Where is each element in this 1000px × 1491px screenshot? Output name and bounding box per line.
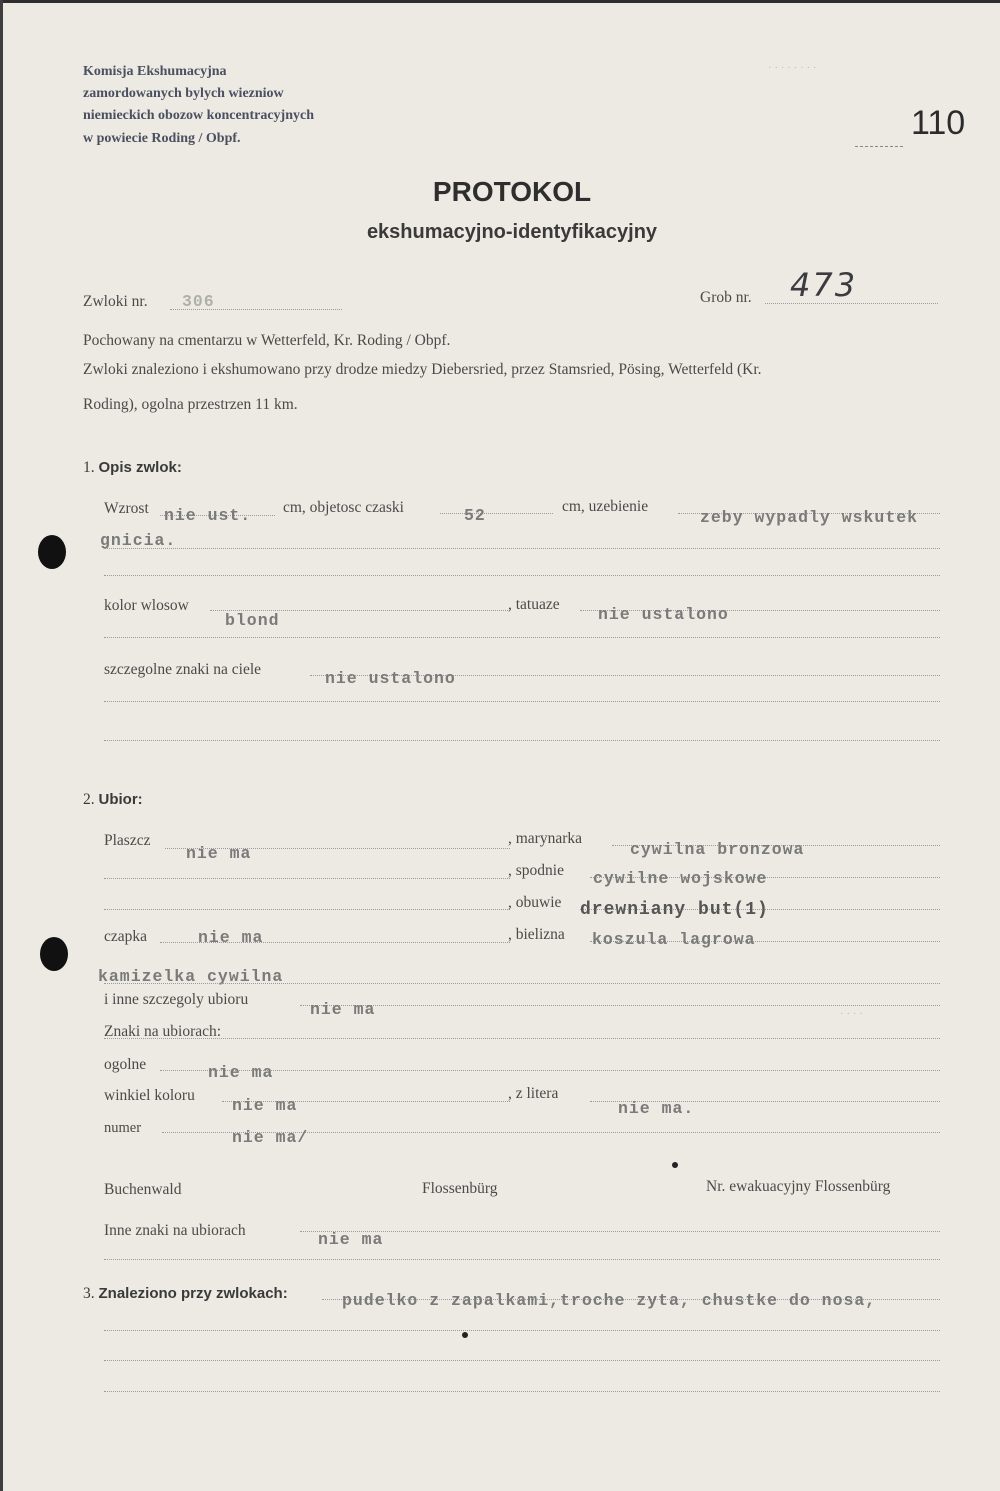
obuwie-label: , obuwie	[508, 894, 562, 911]
czapka-value: nie ma	[198, 928, 264, 947]
bleed-through-mark: · · · ·	[840, 1008, 863, 1020]
section-2-heading	[83, 791, 143, 809]
ogolne-value: nie ma	[208, 1063, 274, 1082]
czapka-label: czapka	[104, 928, 148, 945]
z-litera-label: , z litera	[508, 1085, 559, 1102]
nr-ewakuacyjny-label: Nr. ewakuacyjny Flossenbürg	[706, 1178, 891, 1195]
wzrost-label: Wzrost	[104, 500, 149, 517]
grob-label: Grob nr.	[700, 289, 752, 306]
inne-znaki-value: nie ma	[318, 1230, 384, 1249]
intro-line-1: Pochowany na cmentarzu w Wetterfeld, Kr. Roding / Obpf.	[83, 332, 451, 349]
czaszka-dotted-line	[440, 513, 553, 514]
blank-line	[104, 1360, 940, 1361]
numer-label: numer	[104, 1120, 142, 1136]
uzebienie-value-1: zeby wypadly wskutek	[700, 508, 919, 527]
blank-line	[104, 983, 940, 984]
bielizna-value: koszula lagrowa	[592, 930, 756, 949]
scan-edge-top	[0, 0, 1000, 3]
tatuaze-label: , tatuaze	[508, 596, 560, 613]
blank-line	[104, 1259, 940, 1260]
spodnie-value: cywilne wojskowe	[593, 869, 768, 888]
inne-szczegoly-value: nie ma	[310, 1000, 376, 1019]
intro-line-3: Roding), ogolna przestrzen 11 km.	[83, 396, 298, 413]
marynarka-label: , marynarka	[508, 830, 583, 847]
punch-hole	[38, 535, 66, 569]
page-title: PROTOKOL	[432, 176, 592, 207]
kolor-wlosow-label: kolor wlosow	[104, 597, 189, 614]
section-3-value: pudelko z zapalkami,troche zyta, chustke do nosa,	[342, 1291, 877, 1310]
blank-line	[104, 637, 940, 638]
section-1-heading	[83, 459, 182, 477]
z-litera-value: nie ma.	[618, 1099, 695, 1118]
inne-znaki-dotted-line	[300, 1231, 940, 1232]
section-3-title: Znaleziono przy zwlokach:	[98, 1285, 288, 1302]
czaszka-label: cm, objetosc czaski	[283, 499, 404, 516]
znaki-na-ciele-label: szczegolne znaki na ciele	[104, 661, 262, 678]
plaszcz-value: nie ma	[186, 844, 252, 863]
blank-line	[104, 1391, 940, 1392]
section-3-number: 3.	[83, 1285, 95, 1302]
page-number-underline	[855, 146, 903, 147]
section-1-title: Opis zwlok:	[98, 459, 182, 476]
ink-dot	[462, 1332, 468, 1338]
bielizna-label: , bielizna	[508, 926, 565, 943]
blank-line	[104, 548, 940, 549]
blank-line	[104, 1038, 940, 1039]
flossenburg-label: Flossenbürg	[422, 1180, 498, 1197]
inne-znaki-label: Inne znaki na ubiorach	[104, 1222, 246, 1239]
zwloki-value: 306	[182, 292, 215, 311]
inne-szczegoly-label: i inne szczegoly ubioru	[104, 991, 249, 1008]
section-1-number: 1.	[83, 459, 95, 476]
ink-dot	[672, 1162, 678, 1168]
kolor-wlosow-value: blond	[225, 611, 280, 630]
obuwie-value: drewniany but(1)	[580, 900, 769, 920]
punch-hole	[40, 937, 68, 971]
kamizelka-value: kamizelka cywilna	[98, 967, 284, 986]
uzebienie-label: cm, uzebienie	[562, 498, 649, 515]
numer-value: nie ma/	[232, 1128, 309, 1147]
org-line-2: zamordowanych bylych wiezniow	[83, 86, 284, 101]
org-line-1: Komisja Ekshumacyjna	[83, 64, 227, 79]
blank-line	[104, 909, 510, 910]
org-line-3: niemieckich obozow koncentracyjnych	[83, 108, 314, 123]
wzrost-value: nie ust.	[164, 506, 252, 525]
section-3-heading	[83, 1285, 288, 1303]
blank-line	[104, 740, 940, 741]
znaki-na-ubiorach-label: Znaki na ubiorach:	[104, 1023, 222, 1040]
page-number: 110	[911, 104, 966, 142]
intro-line-2: Zwloki znaleziono i ekshumowano przy drodze miedzy Diebersried, przez Stamsried, Pösing, Wetterfeld (Kr.	[83, 361, 762, 378]
ogolne-dotted-line	[160, 1070, 940, 1071]
section-2-number: 2.	[83, 791, 95, 808]
blank-line	[104, 575, 940, 576]
marynarka-value: cywilna bronzowa	[630, 840, 805, 859]
inne-dotted-line	[300, 1005, 940, 1006]
czaszka-value: 52	[464, 506, 486, 525]
page-subtitle: ekshumacyjno-identyfikacyjny	[366, 221, 658, 243]
zwloki-label: Zwloki nr.	[83, 293, 148, 310]
spodnie-label: , spodnie	[508, 862, 564, 879]
bleed-through-mark: · · · · · · · ·	[768, 62, 817, 74]
ogolne-label: ogolne	[104, 1056, 147, 1073]
blank-line	[104, 701, 940, 702]
org-line-4: w powiecie Roding / Obpf.	[83, 131, 241, 146]
winkiel-label: winkiel koloru	[104, 1087, 195, 1104]
section-2-title: Ubior:	[98, 791, 143, 808]
blank-line	[104, 878, 510, 879]
tatuaze-value: nie ustalono	[598, 605, 729, 624]
blank-line	[104, 1330, 940, 1331]
grob-handwritten-value: 473	[790, 266, 858, 304]
znaki-na-ciele-value: nie ustalono	[325, 669, 456, 688]
buchenwald-label: Buchenwald	[104, 1181, 182, 1198]
uzebienie-value-2: gnicia.	[100, 531, 177, 550]
winkiel-value: nie ma	[232, 1096, 298, 1115]
plaszcz-label: Plaszcz	[104, 832, 151, 849]
